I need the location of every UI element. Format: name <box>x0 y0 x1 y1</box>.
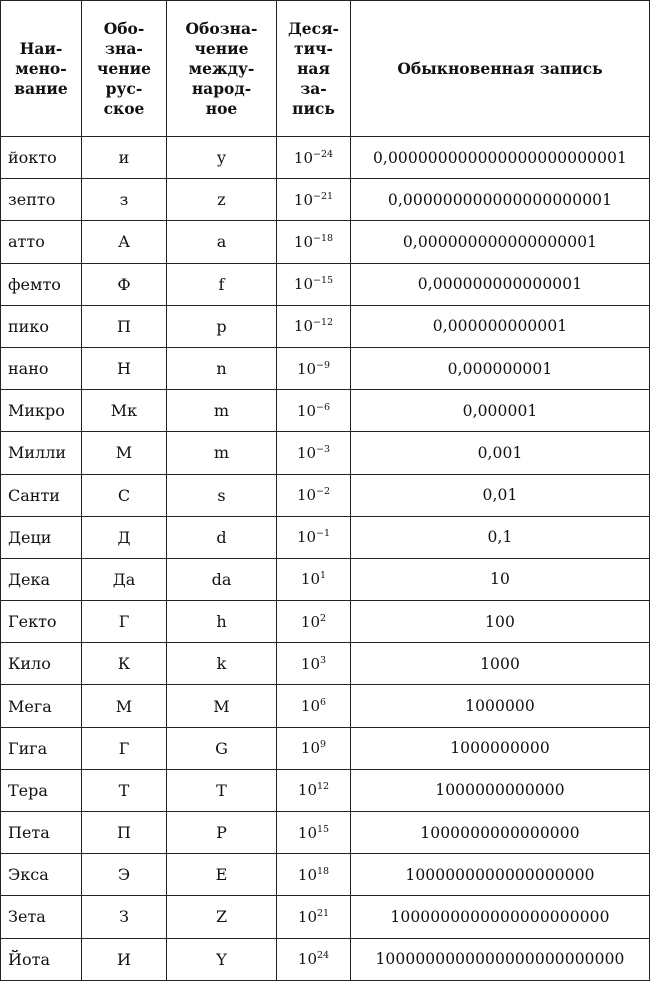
table-row <box>1 516 650 558</box>
plain-value: 0,1 <box>351 516 650 558</box>
prefix-name: Зета <box>1 896 82 938</box>
table-row <box>1 685 650 727</box>
power-base: 10 <box>293 275 314 294</box>
power-exponent: 12 <box>317 781 330 793</box>
power-base: 10 <box>297 865 317 884</box>
table-row <box>1 854 650 896</box>
decimal-power <box>277 727 351 769</box>
header-decimal: Деся- тич- ная за- пись <box>277 1 351 137</box>
decimal-power <box>277 896 351 938</box>
decimal-power <box>277 558 351 600</box>
decimal-power <box>277 643 351 685</box>
decimal-power <box>277 221 351 263</box>
decimal-power <box>277 390 351 432</box>
intl-symbol: y <box>167 137 277 179</box>
plain-value: 1000000000 <box>351 727 650 769</box>
table-row <box>1 896 650 938</box>
intl-symbol: m <box>167 390 277 432</box>
table-row <box>1 347 650 389</box>
table-row <box>1 179 650 221</box>
plain-value: 1000000000000000000 <box>351 854 650 896</box>
plain-value: 0,01 <box>351 474 650 516</box>
ru-symbol: Н <box>82 347 167 389</box>
plain-value: 1000000000000000000000000 <box>351 938 650 980</box>
intl-symbol: p <box>167 305 277 347</box>
decimal-power <box>277 137 351 179</box>
header-ru-symbol: Обо- зна- чение рус- ское <box>82 1 167 137</box>
intl-symbol: Y <box>167 938 277 980</box>
prefix-name: Тера <box>1 769 82 811</box>
decimal-power <box>277 601 351 643</box>
ru-symbol: Д <box>82 516 167 558</box>
table-row <box>1 221 650 263</box>
prefix-name: пико <box>1 305 82 347</box>
power-base: 10 <box>293 317 314 336</box>
header-plain: Обыкновенная запись <box>351 1 650 137</box>
plain-value: 0,000000000000000001 <box>351 221 650 263</box>
power-exponent: −9 <box>316 359 331 371</box>
prefix-name: Милли <box>1 432 82 474</box>
ru-symbol: К <box>82 643 167 685</box>
power-base: 10 <box>297 907 317 926</box>
intl-symbol: h <box>167 601 277 643</box>
intl-symbol: f <box>167 263 277 305</box>
ru-symbol: З <box>82 896 167 938</box>
power-base: 10 <box>293 232 314 251</box>
decimal-power <box>277 769 351 811</box>
table-row <box>1 305 650 347</box>
decimal-power <box>277 938 351 980</box>
header-row <box>1 1 650 137</box>
ru-symbol: и <box>82 137 167 179</box>
power-exponent: −6 <box>316 401 331 413</box>
table-row <box>1 137 650 179</box>
power-base: 10 <box>297 950 317 969</box>
ru-symbol: Мк <box>82 390 167 432</box>
plain-value: 0,001 <box>351 432 650 474</box>
decimal-power <box>277 812 351 854</box>
intl-symbol: k <box>167 643 277 685</box>
table-row <box>1 769 650 811</box>
power-exponent: −2 <box>316 486 331 498</box>
table-row <box>1 727 650 769</box>
prefix-name: Гига <box>1 727 82 769</box>
plain-value: 0,000000001 <box>351 347 650 389</box>
intl-symbol: T <box>167 769 277 811</box>
plain-value: 0,000000000000001 <box>351 263 650 305</box>
power-exponent: −12 <box>313 317 334 329</box>
intl-symbol: a <box>167 221 277 263</box>
prefix-name: Пета <box>1 812 82 854</box>
prefix-name: Дека <box>1 558 82 600</box>
intl-symbol: n <box>167 347 277 389</box>
ru-symbol: И <box>82 938 167 980</box>
plain-value: 1000000000000 <box>351 769 650 811</box>
power-base: 10 <box>293 148 314 167</box>
table-row <box>1 263 650 305</box>
prefix-name: Экса <box>1 854 82 896</box>
plain-value: 10 <box>351 558 650 600</box>
power-exponent: 9 <box>320 739 327 751</box>
ru-symbol: Г <box>82 727 167 769</box>
decimal-power <box>277 854 351 896</box>
table-row <box>1 474 650 516</box>
prefix-name: Йота <box>1 938 82 980</box>
power-base: 10 <box>296 443 317 462</box>
prefix-name: атто <box>1 221 82 263</box>
ru-symbol: А <box>82 221 167 263</box>
plain-value: 100 <box>351 601 650 643</box>
intl-symbol: P <box>167 812 277 854</box>
power-exponent: −18 <box>313 232 334 244</box>
plain-value: 0,000000000001 <box>351 305 650 347</box>
power-base: 10 <box>297 823 317 842</box>
table-row <box>1 938 650 980</box>
ru-symbol: Ф <box>82 263 167 305</box>
table-row <box>1 432 650 474</box>
intl-symbol: da <box>167 558 277 600</box>
prefix-name: Гекто <box>1 601 82 643</box>
decimal-power <box>277 179 351 221</box>
ru-symbol: М <box>82 685 167 727</box>
plain-value: 1000000 <box>351 685 650 727</box>
prefix-name: фемто <box>1 263 82 305</box>
power-base: 10 <box>296 401 317 420</box>
prefix-name: Кило <box>1 643 82 685</box>
ru-symbol: Г <box>82 601 167 643</box>
power-base: 10 <box>300 739 321 758</box>
power-base: 10 <box>293 190 314 209</box>
intl-symbol: m <box>167 432 277 474</box>
intl-symbol: s <box>167 474 277 516</box>
power-exponent: 3 <box>320 654 327 666</box>
decimal-power <box>277 263 351 305</box>
prefix-name: Санти <box>1 474 82 516</box>
power-exponent: −3 <box>316 443 331 455</box>
table-row <box>1 643 650 685</box>
intl-symbol: M <box>167 685 277 727</box>
power-base: 10 <box>296 528 317 547</box>
table-row <box>1 390 650 432</box>
ru-symbol: Т <box>82 769 167 811</box>
prefix-name: нано <box>1 347 82 389</box>
power-exponent: 21 <box>317 907 330 919</box>
power-base: 10 <box>300 612 321 631</box>
power-exponent: −21 <box>313 190 334 202</box>
table-row <box>1 812 650 854</box>
power-base: 10 <box>300 697 321 716</box>
table-row <box>1 601 650 643</box>
power-base: 10 <box>297 781 317 800</box>
power-exponent: 1 <box>320 570 327 582</box>
decimal-power <box>277 685 351 727</box>
intl-symbol: E <box>167 854 277 896</box>
intl-symbol: Z <box>167 896 277 938</box>
ru-symbol: Да <box>82 558 167 600</box>
plain-value: 0,000000000000000000000001 <box>351 137 650 179</box>
ru-symbol: М <box>82 432 167 474</box>
power-exponent: 6 <box>320 697 327 709</box>
ru-symbol: С <box>82 474 167 516</box>
decimal-power <box>277 474 351 516</box>
table-body <box>1 137 650 981</box>
plain-value: 0,000001 <box>351 390 650 432</box>
prefix-name: Деци <box>1 516 82 558</box>
ru-symbol: П <box>82 812 167 854</box>
power-base: 10 <box>300 654 321 673</box>
power-base: 10 <box>296 359 317 378</box>
power-base: 10 <box>296 486 317 505</box>
decimal-power <box>277 347 351 389</box>
header-intl-symbol: Обозна- чение между- народ- ное <box>167 1 277 137</box>
ru-symbol: П <box>82 305 167 347</box>
power-exponent: 2 <box>320 612 327 624</box>
prefix-name: зепто <box>1 179 82 221</box>
power-exponent: −24 <box>313 148 334 160</box>
intl-symbol: z <box>167 179 277 221</box>
decimal-power <box>277 516 351 558</box>
power-base: 10 <box>300 570 321 589</box>
plain-value: 1000000000000000 <box>351 812 650 854</box>
decimal-power <box>277 432 351 474</box>
power-exponent: −1 <box>316 528 331 540</box>
intl-symbol: d <box>167 516 277 558</box>
prefix-name: Микро <box>1 390 82 432</box>
power-exponent: 18 <box>317 865 330 877</box>
ru-symbol: з <box>82 179 167 221</box>
prefix-name: Мега <box>1 685 82 727</box>
power-exponent: 15 <box>317 823 330 835</box>
intl-symbol: G <box>167 727 277 769</box>
plain-value: 0,000000000000000000001 <box>351 179 650 221</box>
power-exponent: 24 <box>317 950 330 962</box>
plain-value: 1000000000000000000000 <box>351 896 650 938</box>
decimal-power <box>277 305 351 347</box>
table-row <box>1 558 650 600</box>
header-name: Наи- мено- вание <box>1 1 82 137</box>
plain-value: 1000 <box>351 643 650 685</box>
ru-symbol: Э <box>82 854 167 896</box>
prefix-name: йокто <box>1 137 82 179</box>
power-exponent: −15 <box>313 275 334 287</box>
